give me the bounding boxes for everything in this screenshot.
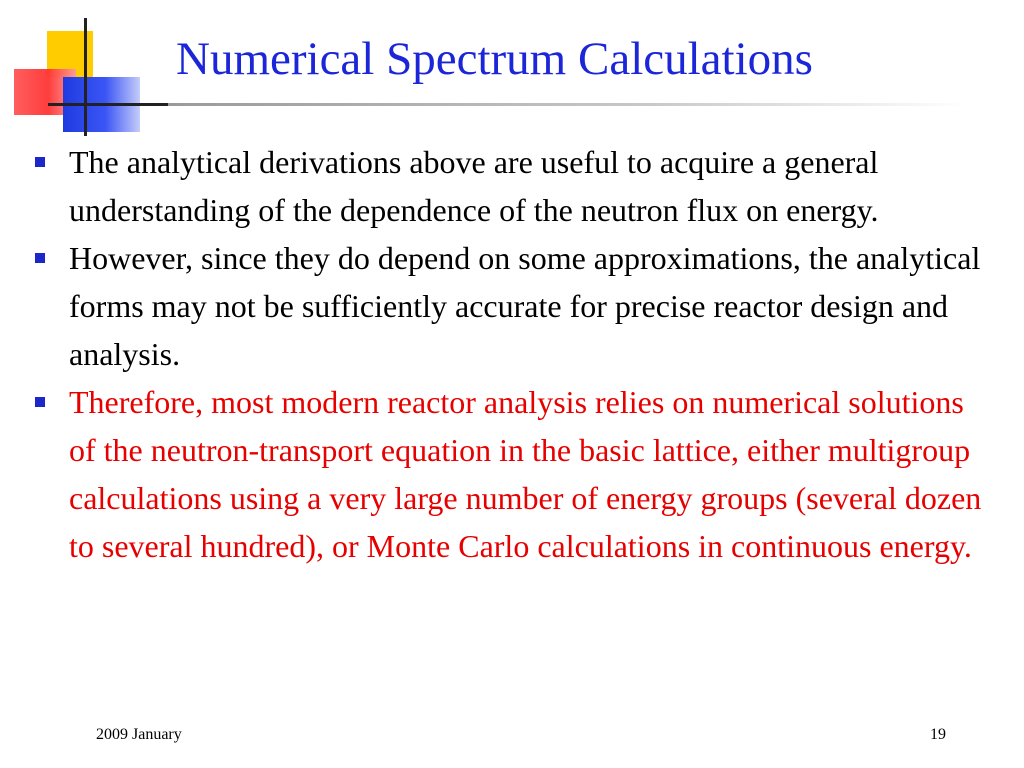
bullet-square-icon (35, 397, 45, 407)
title-underline (168, 103, 968, 106)
logo-vertical-line (84, 18, 87, 136)
bullet-item (30, 234, 990, 378)
bullet-text: Therefore, most modern reactor analysis relies on numerical solutions of the neutron-transport equation in the basic lattice, either multigroup calculations using a very large number of energy groups (several dozen to several hundred), or Monte Carlo calculations in continuous energy. (69, 384, 982, 564)
bullet-text: The analytical derivations above are useful to acquire a general understanding of the dependence of the neutron flux on energy. (69, 144, 879, 228)
footer-date: 2009 January (96, 726, 182, 743)
decorative-logo (0, 0, 150, 145)
bullet-square-icon (35, 253, 45, 263)
logo-horizontal-line (48, 103, 168, 106)
bullet-item-emphasis (30, 378, 990, 570)
bullet-item (30, 138, 990, 234)
bullet-square-icon (35, 157, 45, 167)
page-number: 19 (930, 726, 946, 743)
slide-title: Numerical Spectrum Calculations (176, 33, 813, 85)
bullet-text: However, since they do depend on some approximations, the analytical forms may not be sufficiently accurate for precise reactor design and analysis. (69, 240, 981, 372)
bullet-list (30, 138, 990, 570)
